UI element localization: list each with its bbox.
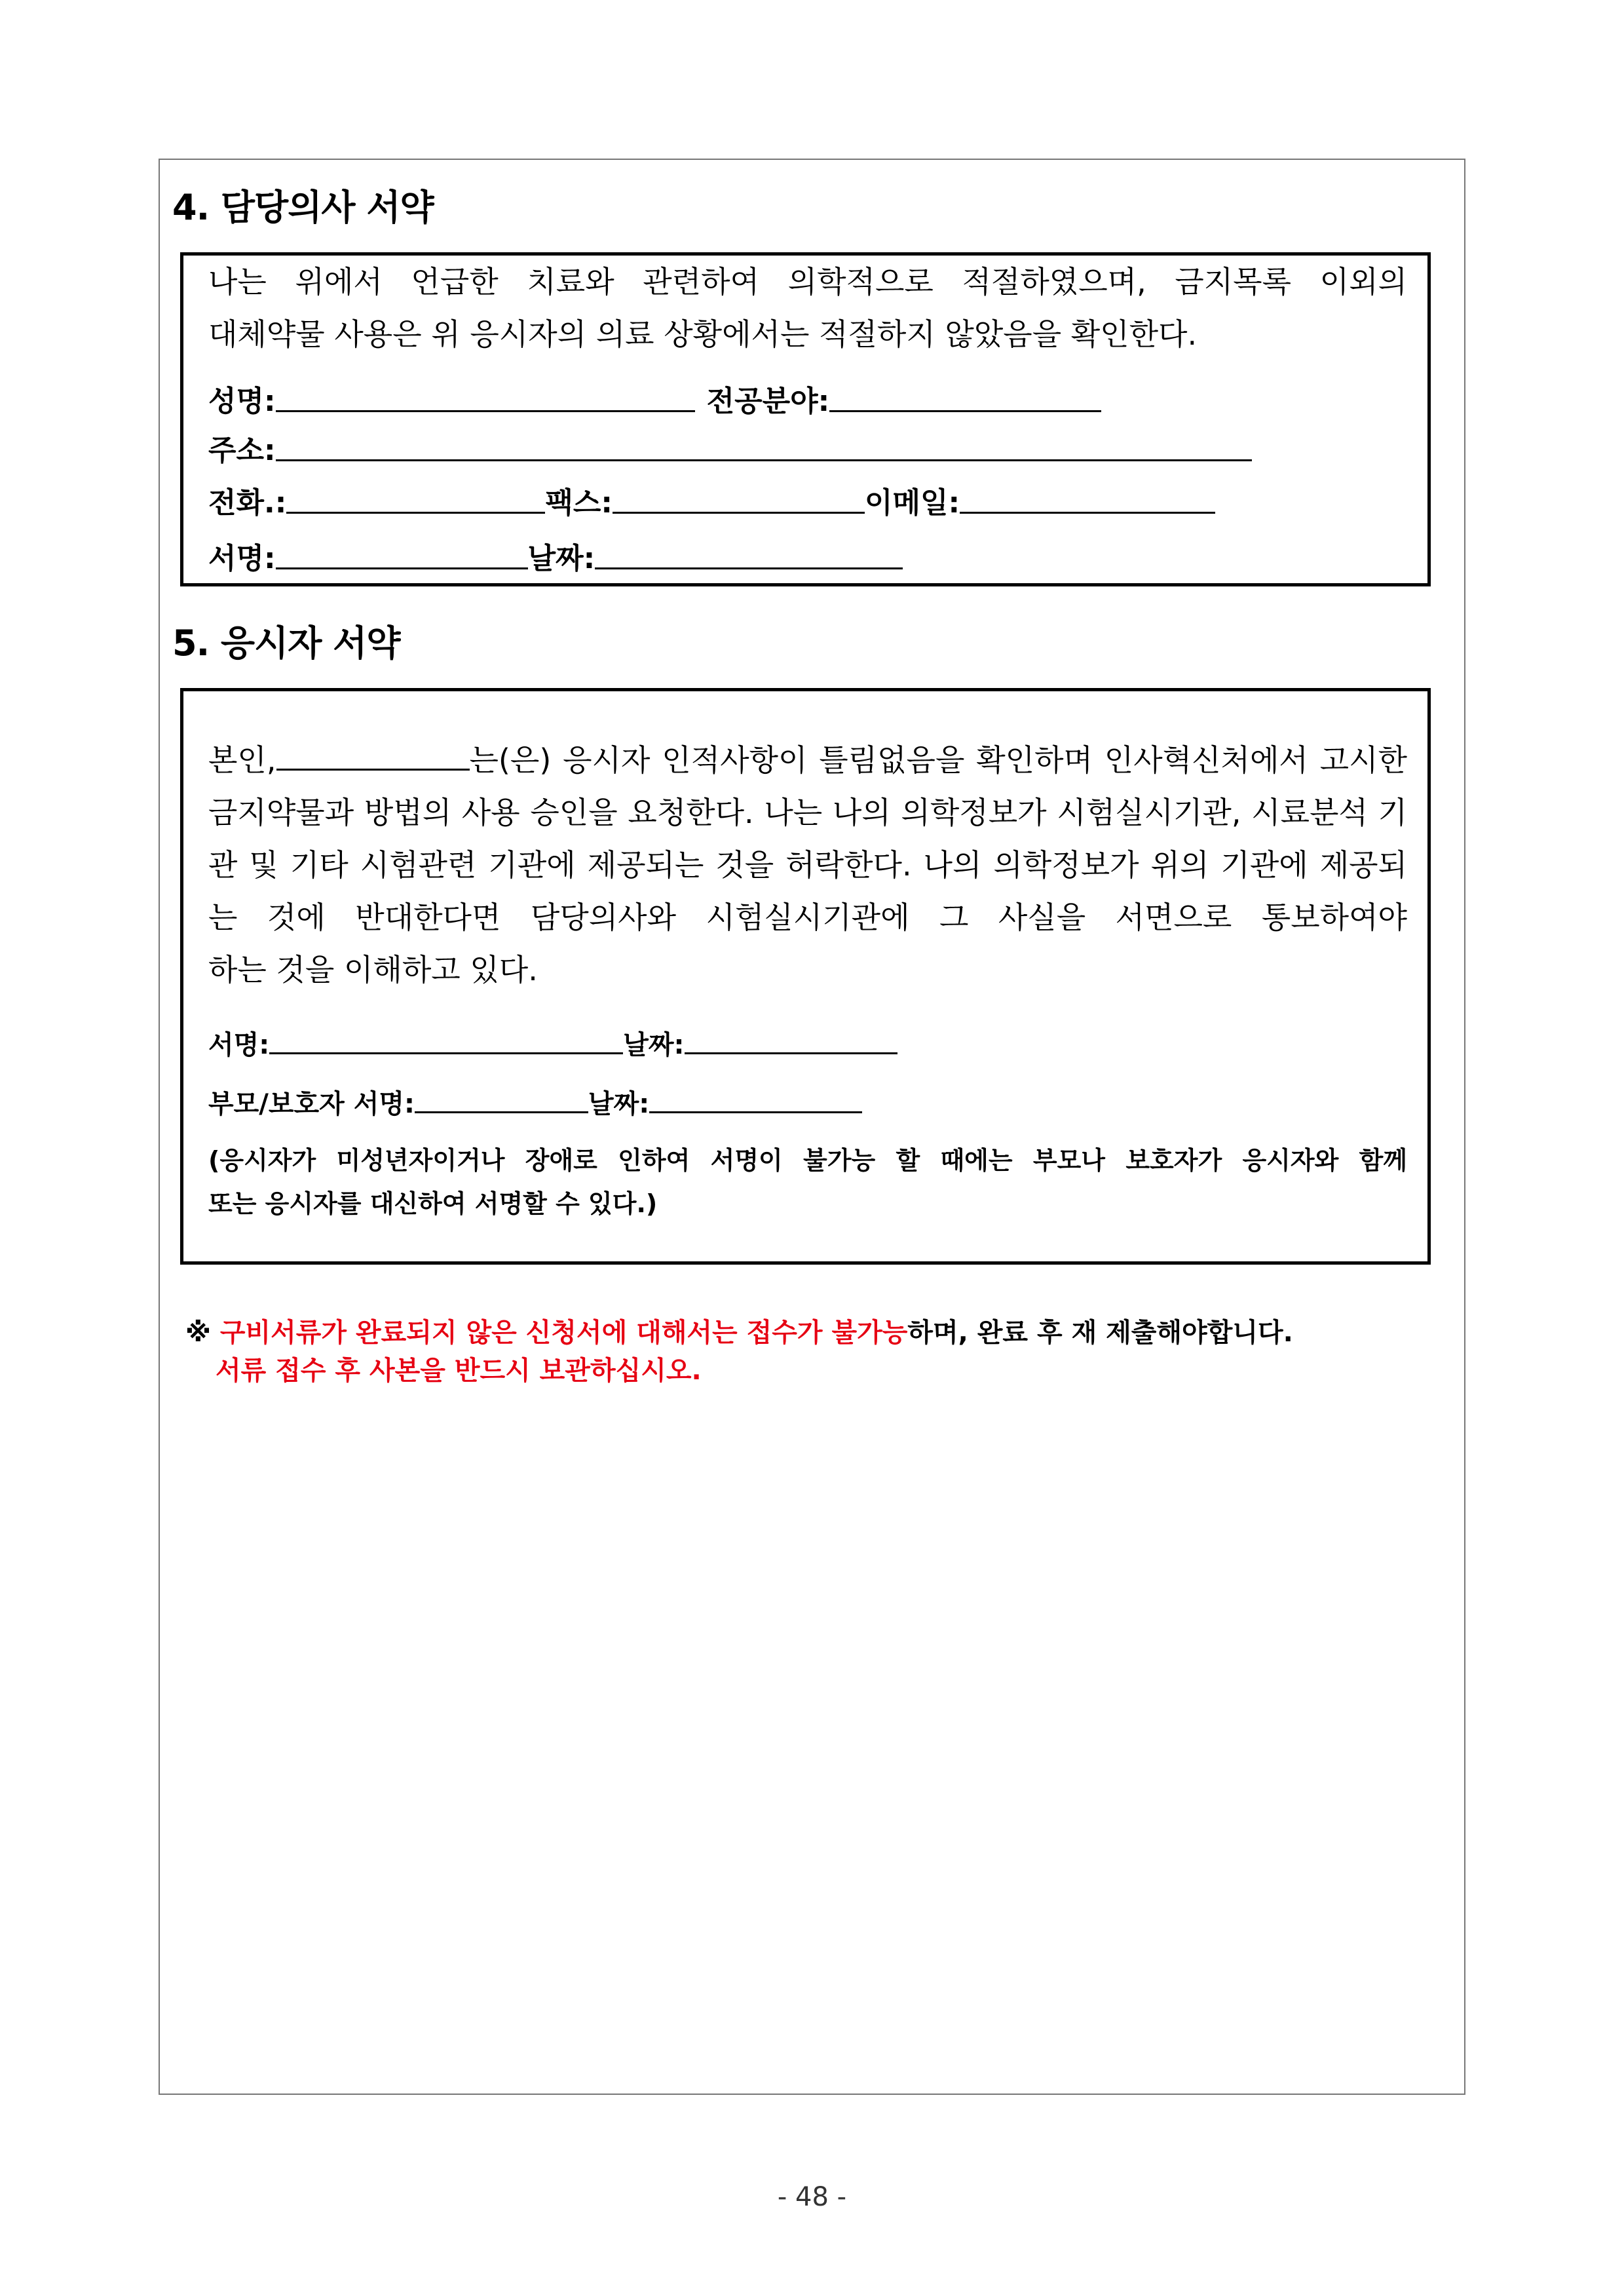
physician-contact-row (208, 478, 1215, 518)
applicant-date-field[interactable] (685, 1052, 897, 1054)
physician-statement-line2: 대체약물 사용은 위 응시자의 의료 상황에서는 적절하지 않았음을 확인한다. (208, 316, 1198, 352)
applicant-signature-label: 서명: (208, 1030, 270, 1060)
notice-symbol: ※ (185, 1318, 211, 1348)
guardian-note-line2: 또는 응시자를 대신하여 서명할 수 있다.) (208, 1189, 658, 1218)
applicant-statement-line2: 금지약물과 방법의 사용 승인을 요청한다. 나는 나의 의학정보가 시험실시기관, 시료분석 (208, 795, 1368, 830)
physician-date-field[interactable] (595, 567, 903, 569)
physician-statement (208, 256, 1407, 360)
physician-email-label: 이메일: (864, 486, 960, 520)
physician-fax-label: 팩스: (545, 486, 613, 520)
notice-red-text: 구비서류가 완료되지 않은 신청서에 대해서는 접수가 불가능 (219, 1318, 908, 1348)
physician-address-field[interactable] (276, 459, 1252, 461)
section4-heading: 4. 담당의사 서약 (172, 187, 434, 228)
physician-specialty-label: 전공분야: (706, 385, 830, 418)
applicant-signature-field[interactable] (269, 1052, 623, 1054)
applicant-name-field[interactable] (276, 746, 470, 771)
physician-email-field[interactable] (960, 511, 1215, 514)
physician-signature-field[interactable] (276, 567, 528, 569)
notice-black-text: 하며, 완료 후 재 제출해야합니다. (907, 1318, 1293, 1348)
applicant-signature-row (208, 1019, 897, 1058)
guardian-date-label: 날짜: (588, 1089, 650, 1119)
applicant-statement-line3: 기관 및 기타 시험관련 기관에 제공되는 것을 허락한다. 나의 의학정보가 위의 기관에 (208, 795, 1407, 883)
guardian-signature-row (208, 1078, 862, 1117)
physician-statement-line1: 나는 위에서 언급한 치료와 관련하여 의학적으로 적절하였으며, 금지목록 이외의 (208, 264, 1407, 299)
applicant-statement-line5: 하는 것을 이해하고 있다. (208, 952, 538, 987)
physician-name-label: 성명: (208, 385, 276, 418)
page-number: - 48 - (777, 2182, 847, 2212)
guardian-date-field[interactable] (649, 1111, 862, 1113)
submission-notice (185, 1314, 1293, 1390)
guardian-note-line1: (응시자가 미성년자이거나 장애로 인하여 서명이 불가능 할 때에는 부모나 보호자가 응시자와 함께 (208, 1146, 1407, 1175)
physician-fax-field[interactable] (613, 511, 865, 514)
applicant-date-label: 날짜: (623, 1030, 685, 1060)
notice-line1 (185, 1314, 1293, 1352)
physician-signature-row (208, 534, 903, 573)
physician-name-field[interactable] (276, 410, 695, 412)
applicant-statement (208, 734, 1407, 996)
physician-signature-label: 서명: (208, 542, 276, 575)
guardian-signature-field[interactable] (415, 1111, 588, 1113)
applicant-statement-line4: 제공되는 것에 반대한다면 담당의사와 시험실시기관에 그 사실을 서면으로 통보하여야 (208, 847, 1408, 935)
notice-line2: 서류 접수 후 사본을 반드시 보관하십시오. (216, 1356, 702, 1386)
guardian-signature-label: 부모/보호자 서명: (208, 1089, 415, 1119)
applicant-statement-prefix: 본인, (208, 742, 276, 778)
physician-specialty-field[interactable] (829, 410, 1101, 412)
physician-address-label: 주소: (208, 434, 276, 467)
physician-phone-field[interactable] (286, 511, 545, 514)
applicant-statement-line1: 는(은) 응시자 인적사항이 틀림없음을 확인하며 인사혁신처에서 고시한 (469, 742, 1407, 778)
physician-date-label: 날짜: (527, 542, 595, 575)
physician-phone-label: 전화.: (208, 486, 287, 520)
section5-heading: 5. 응시자 서약 (172, 622, 400, 664)
physician-address-row (208, 426, 1252, 465)
guardian-note (208, 1139, 1407, 1225)
physician-name-row (208, 377, 1101, 416)
